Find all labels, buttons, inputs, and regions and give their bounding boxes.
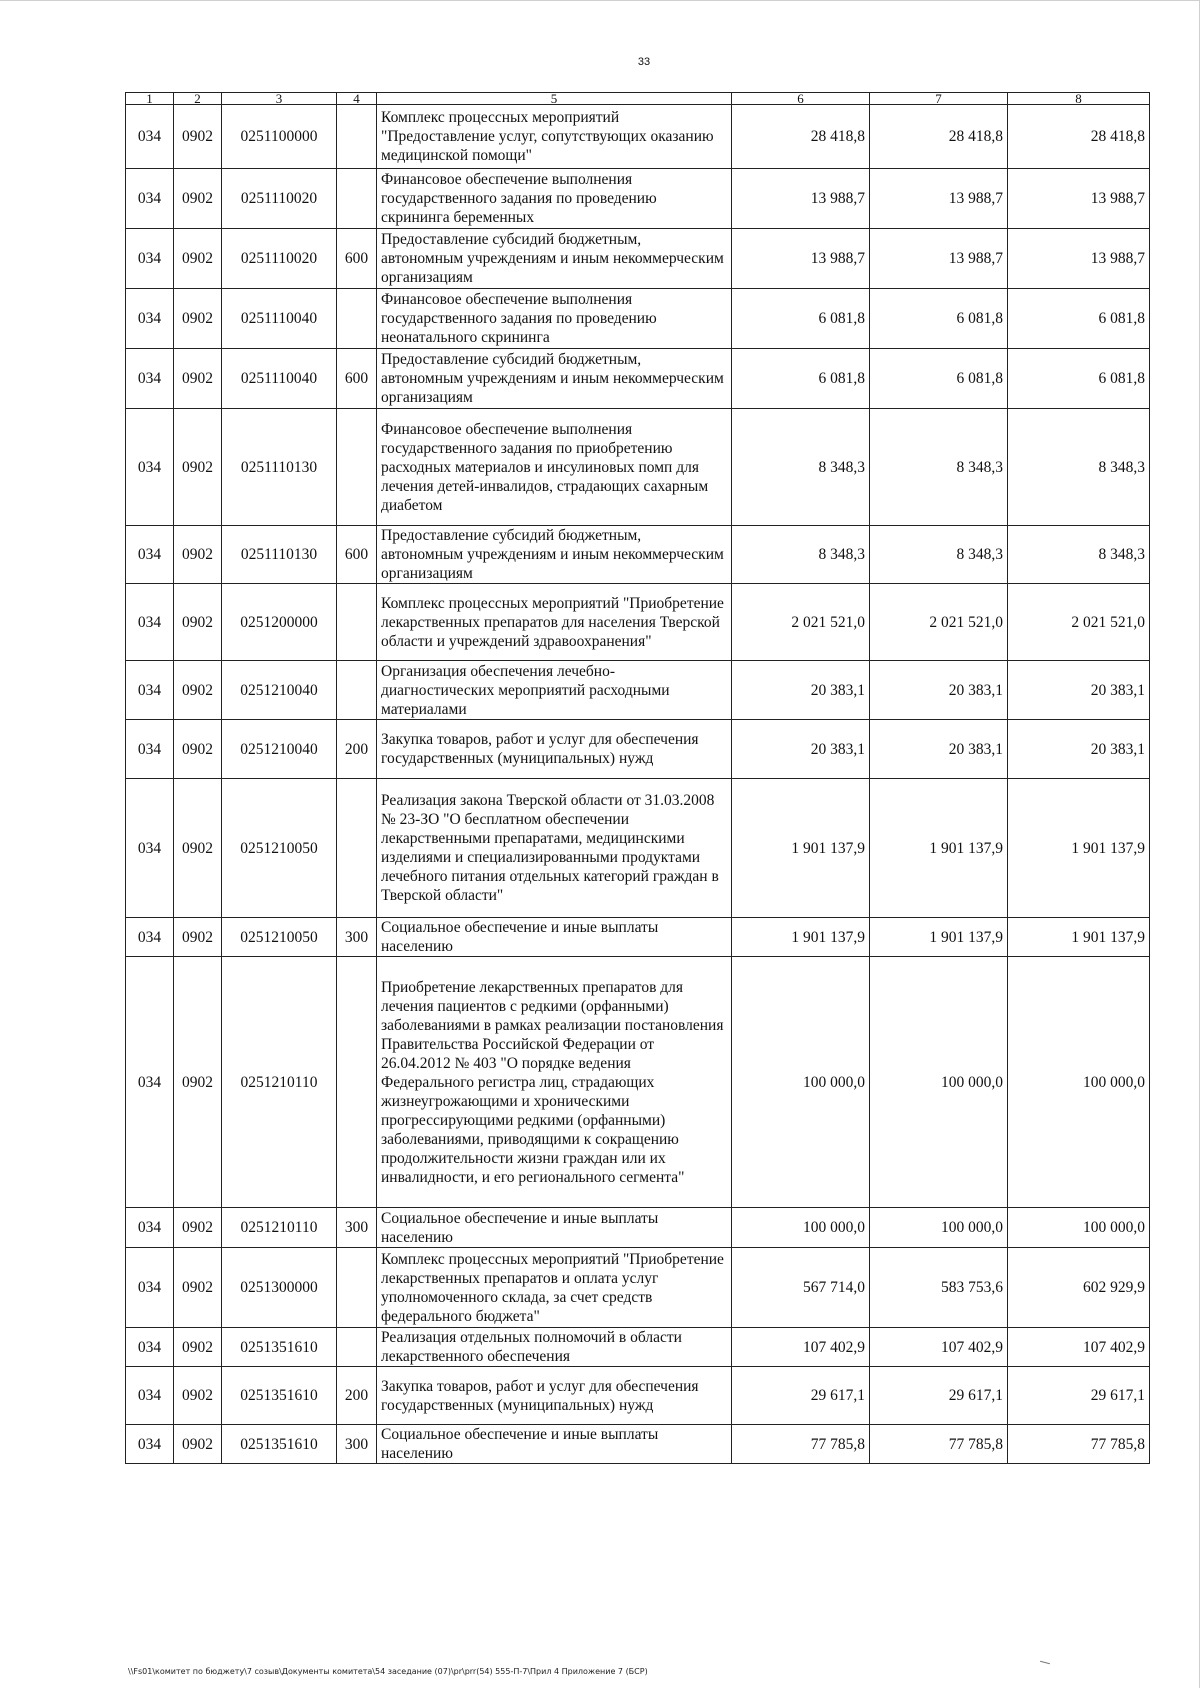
cell-admin-code: 034 bbox=[126, 918, 174, 957]
table-body bbox=[126, 105, 1150, 1464]
cell-admin-code: 034 bbox=[126, 289, 174, 349]
cell-target-article: 0251110020 bbox=[222, 229, 337, 289]
cell-admin-code: 034 bbox=[126, 105, 174, 169]
cell-target-article: 0251210110 bbox=[222, 1208, 337, 1248]
cell-section-code: 0902 bbox=[174, 289, 222, 349]
cell-amount-2: 13 988,7 bbox=[870, 169, 1008, 229]
cell-description: Социальное обеспечение и иные выплаты населению bbox=[377, 918, 732, 957]
cell-expense-type: 300 bbox=[337, 1208, 377, 1248]
table-row bbox=[126, 526, 1150, 584]
cell-description: Предоставление субсидий бюджетным, автономным учреждениям и иным некоммерческим организациям bbox=[377, 526, 732, 584]
cell-expense-type: 600 bbox=[337, 229, 377, 289]
cell-section-code: 0902 bbox=[174, 720, 222, 779]
cell-expense-type: 200 bbox=[337, 1367, 377, 1425]
cell-amount-2: 100 000,0 bbox=[870, 957, 1008, 1208]
cell-amount-2: 13 988,7 bbox=[870, 229, 1008, 289]
cell-amount-2: 107 402,9 bbox=[870, 1328, 1008, 1367]
cell-amount-1: 2 021 521,0 bbox=[732, 584, 870, 661]
cell-amount-2: 6 081,8 bbox=[870, 289, 1008, 349]
cell-expense-type: 600 bbox=[337, 526, 377, 584]
cell-admin-code: 034 bbox=[126, 957, 174, 1208]
cell-expense-type bbox=[337, 169, 377, 229]
cell-target-article: 0251351610 bbox=[222, 1328, 337, 1367]
cell-description: Финансовое обеспечение выполнения государственного задания по проведению неонатального скрининга bbox=[377, 289, 732, 349]
cell-amount-1: 77 785,8 bbox=[732, 1425, 870, 1464]
cell-amount-2: 28 418,8 bbox=[870, 105, 1008, 169]
cell-description: Финансовое обеспечение выполнения государственного задания по проведению скрининга беременных bbox=[377, 169, 732, 229]
table-row bbox=[126, 661, 1150, 720]
table-row bbox=[126, 957, 1150, 1208]
cell-amount-3: 20 383,1 bbox=[1008, 661, 1150, 720]
cell-description: Закупка товаров, работ и услуг для обеспечения государственных (муниципальных) нужд bbox=[377, 1367, 732, 1425]
table-row bbox=[126, 1367, 1150, 1425]
cell-description: Организация обеспечения лечебно-диагностических мероприятий расходными материалами bbox=[377, 661, 732, 720]
cell-amount-3: 6 081,8 bbox=[1008, 289, 1150, 349]
scan-mark bbox=[1040, 1661, 1050, 1665]
cell-admin-code: 034 bbox=[126, 349, 174, 409]
cell-section-code: 0902 bbox=[174, 349, 222, 409]
table-row bbox=[126, 1248, 1150, 1328]
cell-description: Комплекс процессных мероприятий "Предоставление услуг, сопутствующих оказанию медицинской помощи" bbox=[377, 105, 732, 169]
cell-amount-1: 107 402,9 bbox=[732, 1328, 870, 1367]
table-row bbox=[126, 409, 1150, 526]
cell-expense-type bbox=[337, 1248, 377, 1328]
cell-target-article: 0251351610 bbox=[222, 1425, 337, 1464]
cell-amount-1: 567 714,0 bbox=[732, 1248, 870, 1328]
cell-amount-3: 100 000,0 bbox=[1008, 957, 1150, 1208]
cell-amount-3: 29 617,1 bbox=[1008, 1367, 1150, 1425]
scan-top-edge bbox=[0, 0, 1200, 1]
cell-description: Комплекс процессных мероприятий "Приобретение лекарственных препаратов для населения Тверской области и учреждений здравоохранения" bbox=[377, 584, 732, 661]
cell-section-code: 0902 bbox=[174, 957, 222, 1208]
cell-amount-1: 6 081,8 bbox=[732, 349, 870, 409]
cell-amount-1: 28 418,8 bbox=[732, 105, 870, 169]
cell-amount-3: 602 929,9 bbox=[1008, 1248, 1150, 1328]
cell-amount-2: 8 348,3 bbox=[870, 409, 1008, 526]
cell-admin-code: 034 bbox=[126, 1208, 174, 1248]
cell-amount-1: 8 348,3 bbox=[732, 526, 870, 584]
cell-amount-3: 1 901 137,9 bbox=[1008, 779, 1150, 918]
cell-target-article: 0251110040 bbox=[222, 349, 337, 409]
column-header: 1 bbox=[126, 93, 174, 105]
table-row bbox=[126, 1208, 1150, 1248]
cell-section-code: 0902 bbox=[174, 1248, 222, 1328]
column-header: 2 bbox=[174, 93, 222, 105]
cell-amount-1: 8 348,3 bbox=[732, 409, 870, 526]
cell-section-code: 0902 bbox=[174, 169, 222, 229]
table-row bbox=[126, 105, 1150, 169]
table-row bbox=[126, 349, 1150, 409]
cell-target-article: 0251100000 bbox=[222, 105, 337, 169]
cell-admin-code: 034 bbox=[126, 526, 174, 584]
cell-target-article: 0251210110 bbox=[222, 957, 337, 1208]
cell-description: Предоставление субсидий бюджетным, автономным учреждениям и иным некоммерческим организациям bbox=[377, 349, 732, 409]
column-header: 3 bbox=[222, 93, 337, 105]
cell-target-article: 0251110020 bbox=[222, 169, 337, 229]
cell-amount-3: 28 418,8 bbox=[1008, 105, 1150, 169]
cell-expense-type: 300 bbox=[337, 1425, 377, 1464]
cell-amount-2: 100 000,0 bbox=[870, 1208, 1008, 1248]
cell-expense-type bbox=[337, 584, 377, 661]
cell-amount-3: 20 383,1 bbox=[1008, 720, 1150, 779]
cell-target-article: 0251200000 bbox=[222, 584, 337, 661]
cell-amount-3: 13 988,7 bbox=[1008, 169, 1150, 229]
cell-amount-3: 8 348,3 bbox=[1008, 526, 1150, 584]
cell-description: Реализация закона Тверской области от 31.03.2008 № 23-ЗО "О бесплатном обеспечении лекарственными препаратами, медицинскими изделиями и специализированными продуктами лечебного питания отдельных категорий граждан в Тверской области" bbox=[377, 779, 732, 918]
cell-expense-type bbox=[337, 957, 377, 1208]
cell-amount-1: 13 988,7 bbox=[732, 229, 870, 289]
cell-target-article: 0251351610 bbox=[222, 1367, 337, 1425]
cell-amount-1: 29 617,1 bbox=[732, 1367, 870, 1425]
cell-target-article: 0251210040 bbox=[222, 720, 337, 779]
cell-target-article: 0251210040 bbox=[222, 661, 337, 720]
table-row bbox=[126, 229, 1150, 289]
table-row bbox=[126, 1328, 1150, 1367]
table-row bbox=[126, 1425, 1150, 1464]
cell-admin-code: 034 bbox=[126, 1367, 174, 1425]
cell-admin-code: 034 bbox=[126, 584, 174, 661]
cell-amount-2: 1 901 137,9 bbox=[870, 779, 1008, 918]
column-header: 6 bbox=[732, 93, 870, 105]
cell-amount-3: 100 000,0 bbox=[1008, 1208, 1150, 1248]
cell-target-article: 0251210050 bbox=[222, 779, 337, 918]
cell-description: Закупка товаров, работ и услуг для обеспечения государственных (муниципальных) нужд bbox=[377, 720, 732, 779]
cell-amount-2: 6 081,8 bbox=[870, 349, 1008, 409]
cell-section-code: 0902 bbox=[174, 584, 222, 661]
cell-target-article: 0251110130 bbox=[222, 526, 337, 584]
table-row bbox=[126, 289, 1150, 349]
table-row bbox=[126, 720, 1150, 779]
cell-description: Социальное обеспечение и иные выплаты населению bbox=[377, 1425, 732, 1464]
cell-description: Социальное обеспечение и иные выплаты населению bbox=[377, 1208, 732, 1248]
cell-amount-1: 20 383,1 bbox=[732, 720, 870, 779]
cell-admin-code: 034 bbox=[126, 229, 174, 289]
cell-amount-3: 107 402,9 bbox=[1008, 1328, 1150, 1367]
table-row bbox=[126, 779, 1150, 918]
cell-admin-code: 034 bbox=[126, 720, 174, 779]
cell-admin-code: 034 bbox=[126, 1328, 174, 1367]
cell-amount-2: 77 785,8 bbox=[870, 1425, 1008, 1464]
header-row bbox=[126, 93, 1150, 105]
cell-section-code: 0902 bbox=[174, 105, 222, 169]
cell-section-code: 0902 bbox=[174, 1208, 222, 1248]
column-header: 5 bbox=[377, 93, 732, 105]
cell-amount-1: 6 081,8 bbox=[732, 289, 870, 349]
cell-section-code: 0902 bbox=[174, 661, 222, 720]
cell-expense-type: 200 bbox=[337, 720, 377, 779]
cell-amount-1: 1 901 137,9 bbox=[732, 779, 870, 918]
cell-admin-code: 034 bbox=[126, 409, 174, 526]
cell-section-code: 0902 bbox=[174, 526, 222, 584]
column-header: 4 bbox=[337, 93, 377, 105]
cell-target-article: 0251110130 bbox=[222, 409, 337, 526]
cell-expense-type: 300 bbox=[337, 918, 377, 957]
cell-admin-code: 034 bbox=[126, 1425, 174, 1464]
cell-expense-type bbox=[337, 289, 377, 349]
cell-amount-1: 100 000,0 bbox=[732, 957, 870, 1208]
footer-file-path: \\Fs01\комитет по бюджету\7 созыв\Документы комитета\54 заседание (07)\pr\prr(54) 555-П-7\Прил 4 Приложение 7 (БСР) bbox=[128, 1667, 648, 1676]
cell-expense-type: 600 bbox=[337, 349, 377, 409]
cell-description: Комплекс процессных мероприятий "Приобретение лекарственных препаратов и оплата услуг уполномоченного склада, за счет средств федерального бюджета" bbox=[377, 1248, 732, 1328]
cell-expense-type bbox=[337, 661, 377, 720]
cell-description: Предоставление субсидий бюджетным, автономным учреждениям и иным некоммерческим организациям bbox=[377, 229, 732, 289]
cell-target-article: 0251110040 bbox=[222, 289, 337, 349]
cell-amount-2: 1 901 137,9 bbox=[870, 918, 1008, 957]
cell-amount-2: 20 383,1 bbox=[870, 720, 1008, 779]
cell-amount-1: 20 383,1 bbox=[732, 661, 870, 720]
cell-amount-3: 6 081,8 bbox=[1008, 349, 1150, 409]
cell-description: Реализация отдельных полномочий в области лекарственного обеспечения bbox=[377, 1328, 732, 1367]
cell-amount-2: 2 021 521,0 bbox=[870, 584, 1008, 661]
cell-admin-code: 034 bbox=[126, 169, 174, 229]
cell-description: Финансовое обеспечение выполнения государственного задания по приобретению расходных материалов и инсулиновых помп для лечения детей-инвалидов, страдающих сахарным диабетом bbox=[377, 409, 732, 526]
cell-amount-2: 583 753,6 bbox=[870, 1248, 1008, 1328]
cell-amount-1: 13 988,7 bbox=[732, 169, 870, 229]
cell-amount-2: 29 617,1 bbox=[870, 1367, 1008, 1425]
column-header: 8 bbox=[1008, 93, 1150, 105]
cell-amount-3: 77 785,8 bbox=[1008, 1425, 1150, 1464]
table-row bbox=[126, 918, 1150, 957]
cell-expense-type bbox=[337, 779, 377, 918]
cell-section-code: 0902 bbox=[174, 1328, 222, 1367]
cell-section-code: 0902 bbox=[174, 229, 222, 289]
cell-section-code: 0902 bbox=[174, 1367, 222, 1425]
cell-description: Приобретение лекарственных препаратов для лечения пациентов с редкими (орфанными) заболеваниями в рамках реализации постановления Правительства Российской Федерации от 26.04.2012 № 403 "О порядке ведения Федерального регистра лиц, страдающих жизнеугрожающими и хроническими прогрессирующими редкими (орфанными) заболеваниями, приводящими к сокращению продолжительности жизни граждан или их инвалидности, и его регионального сегмента" bbox=[377, 957, 732, 1208]
cell-amount-2: 8 348,3 bbox=[870, 526, 1008, 584]
cell-section-code: 0902 bbox=[174, 409, 222, 526]
table-row bbox=[126, 169, 1150, 229]
cell-target-article: 0251210050 bbox=[222, 918, 337, 957]
cell-expense-type bbox=[337, 409, 377, 526]
cell-admin-code: 034 bbox=[126, 779, 174, 918]
cell-expense-type bbox=[337, 1328, 377, 1367]
table-row bbox=[126, 584, 1150, 661]
cell-admin-code: 034 bbox=[126, 1248, 174, 1328]
budget-table bbox=[125, 92, 1150, 1464]
cell-section-code: 0902 bbox=[174, 1425, 222, 1464]
cell-admin-code: 034 bbox=[126, 661, 174, 720]
cell-section-code: 0902 bbox=[174, 918, 222, 957]
cell-target-article: 0251300000 bbox=[222, 1248, 337, 1328]
page-number: 33 bbox=[637, 56, 651, 68]
column-header: 7 bbox=[870, 93, 1008, 105]
cell-amount-3: 8 348,3 bbox=[1008, 409, 1150, 526]
cell-expense-type bbox=[337, 105, 377, 169]
cell-amount-1: 1 901 137,9 bbox=[732, 918, 870, 957]
cell-amount-2: 20 383,1 bbox=[870, 661, 1008, 720]
cell-amount-1: 100 000,0 bbox=[732, 1208, 870, 1248]
cell-section-code: 0902 bbox=[174, 779, 222, 918]
cell-amount-3: 1 901 137,9 bbox=[1008, 918, 1150, 957]
cell-amount-3: 2 021 521,0 bbox=[1008, 584, 1150, 661]
cell-amount-3: 13 988,7 bbox=[1008, 229, 1150, 289]
